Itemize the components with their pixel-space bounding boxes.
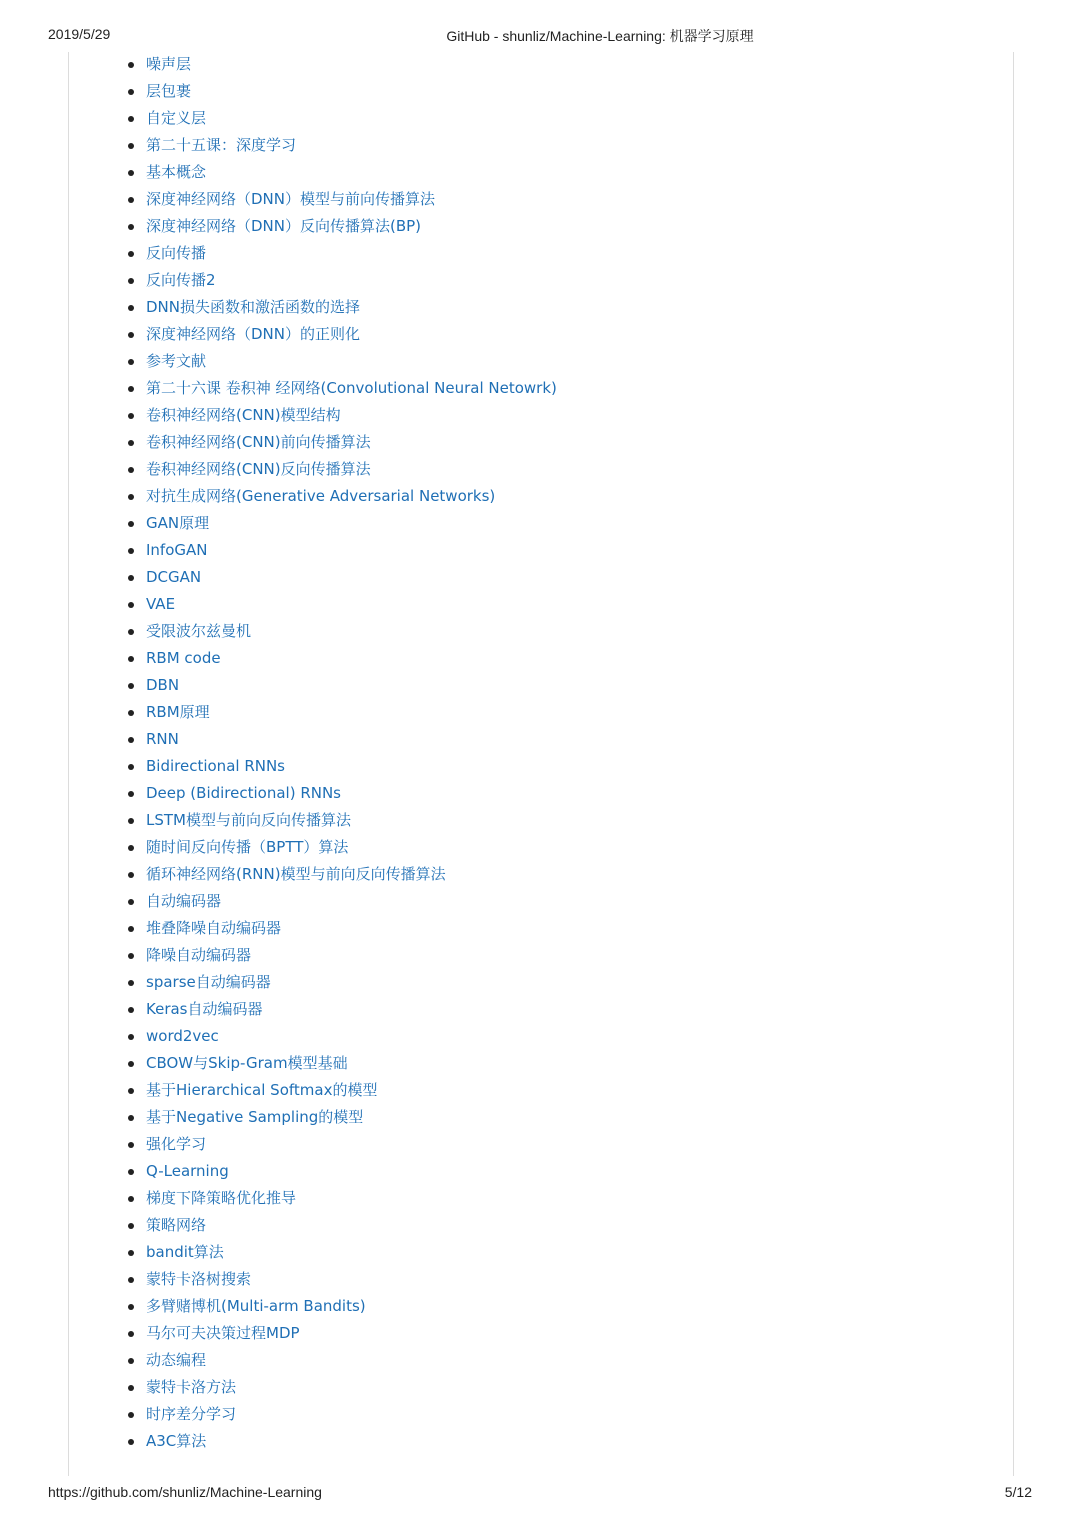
bullet-icon [128, 629, 134, 635]
toc-link[interactable]: 反向传播 [146, 244, 207, 262]
list-item [0, 1347, 557, 1374]
toc-link[interactable]: 多臂赌博机(Multi-arm Bandits) [146, 1297, 366, 1315]
bullet-icon [128, 683, 134, 689]
bullet-icon [128, 926, 134, 932]
list-item [0, 294, 557, 321]
bullet-icon [128, 1331, 134, 1337]
list-item [0, 915, 557, 942]
list-item [0, 240, 557, 267]
list-item [0, 213, 557, 240]
toc-link[interactable]: DCGAN [146, 568, 202, 586]
bullet-icon [128, 953, 134, 959]
bullet-icon [128, 62, 134, 68]
bullet-icon [128, 575, 134, 581]
list-item [0, 105, 557, 132]
list-item [0, 456, 557, 483]
bullet-icon [128, 197, 134, 203]
bullet-icon [128, 1277, 134, 1283]
list-item [0, 807, 557, 834]
toc-link[interactable]: Keras自动编码器 [146, 1000, 263, 1018]
list-item [0, 591, 557, 618]
bullet-icon [128, 89, 134, 95]
bullet-icon [128, 305, 134, 311]
list-item [0, 1293, 557, 1320]
print-page-number: 5/12 [1004, 1484, 1032, 1500]
bullet-icon [128, 818, 134, 824]
toc-link[interactable]: 自动编码器 [146, 892, 222, 910]
toc-link[interactable]: 时序差分学习 [146, 1405, 237, 1423]
bullet-icon [128, 737, 134, 743]
bullet-icon [128, 413, 134, 419]
list-item [0, 1104, 557, 1131]
list-item [0, 1401, 557, 1428]
toc-link[interactable]: VAE [146, 595, 176, 613]
bullet-icon [128, 170, 134, 176]
toc-link[interactable]: 参考文献 [146, 352, 207, 370]
bullet-icon [128, 656, 134, 662]
toc-link[interactable]: A3C算法 [146, 1432, 207, 1450]
content-border-right [1013, 52, 1014, 1476]
toc-link[interactable]: 基本概念 [146, 163, 207, 181]
bullet-icon [128, 1034, 134, 1040]
bullet-icon [128, 1007, 134, 1013]
list-item [0, 1320, 557, 1347]
list-item [0, 618, 557, 645]
list-item [0, 510, 557, 537]
list-item [0, 888, 557, 915]
toc-link[interactable]: 基于Hierarchical Softmax的模型 [146, 1081, 378, 1099]
toc-link[interactable]: 循环神经网络(RNN)模型与前向反向传播算法 [146, 865, 446, 883]
toc-link[interactable]: 噪声层 [146, 55, 192, 73]
toc-link[interactable]: 第二十五课：深度学习 [146, 136, 297, 154]
toc-link[interactable]: 第二十六课 卷积神 经网络(Convolutional Neural Netowrk) [146, 379, 557, 397]
list-item [0, 564, 557, 591]
toc-link[interactable]: 马尔可夫决策过程MDP [146, 1324, 300, 1342]
bullet-icon [128, 116, 134, 122]
toc-link[interactable]: DNN损失函数和激活函数的选择 [146, 298, 360, 316]
list-item [0, 483, 557, 510]
bullet-icon [128, 899, 134, 905]
bullet-icon [128, 332, 134, 338]
toc-link[interactable]: 自定义层 [146, 109, 207, 127]
table-of-contents-list [0, 51, 557, 1455]
list-item [0, 78, 557, 105]
bullet-icon [128, 278, 134, 284]
toc-link[interactable]: 卷积神经网络(CNN)前向传播算法 [146, 433, 371, 451]
bullet-icon [128, 224, 134, 230]
toc-link[interactable]: 卷积神经网络(CNN)模型结构 [146, 406, 341, 424]
toc-link[interactable]: RBM原理 [146, 703, 210, 721]
list-item [0, 402, 557, 429]
list-item [0, 753, 557, 780]
toc-link[interactable]: Bidirectional RNNs [146, 757, 285, 775]
list-item [0, 1239, 557, 1266]
bullet-icon [128, 1142, 134, 1148]
list-item [0, 969, 557, 996]
list-item [0, 1158, 557, 1185]
toc-link[interactable]: RNN [146, 730, 179, 748]
toc-link[interactable]: CBOW与Skip-Gram模型基础 [146, 1054, 348, 1072]
toc-link[interactable]: 降噪自动编码器 [146, 946, 252, 964]
list-item [0, 132, 557, 159]
list-item [0, 1266, 557, 1293]
list-item [0, 942, 557, 969]
list-item [0, 537, 557, 564]
toc-link[interactable]: 受限波尔兹曼机 [146, 622, 252, 640]
list-item [0, 159, 557, 186]
list-item [0, 726, 557, 753]
list-item [0, 375, 557, 402]
toc-link[interactable]: 蒙特卡洛树搜索 [146, 1270, 252, 1288]
toc-link[interactable]: InfoGAN [146, 541, 208, 559]
list-item [0, 699, 557, 726]
list-item [0, 645, 557, 672]
print-date: 2019/5/29 [48, 26, 111, 42]
bullet-icon [128, 1223, 134, 1229]
list-item [0, 996, 557, 1023]
list-item [0, 429, 557, 456]
list-item [0, 348, 557, 375]
list-item [0, 321, 557, 348]
toc-link[interactable]: word2vec [146, 1027, 219, 1045]
toc-link[interactable]: 对抗生成网络(Generative Adversarial Networks) [146, 487, 496, 505]
toc-link[interactable]: DBN [146, 676, 180, 694]
toc-link[interactable]: 堆叠降噪自动编码器 [146, 919, 282, 937]
list-item [0, 672, 557, 699]
list-item [0, 1185, 557, 1212]
list-item [0, 1050, 557, 1077]
bullet-icon [128, 386, 134, 392]
bullet-icon [128, 521, 134, 527]
toc-link[interactable]: bandit算法 [146, 1243, 224, 1261]
bullet-icon [128, 1115, 134, 1121]
bullet-icon [128, 440, 134, 446]
bullet-icon [128, 791, 134, 797]
list-item [0, 780, 557, 807]
toc-link[interactable]: GAN原理 [146, 514, 210, 532]
toc-link[interactable]: sparse自动编码器 [146, 973, 271, 991]
list-item [0, 186, 557, 213]
bullet-icon [128, 710, 134, 716]
toc-link[interactable]: 蒙特卡洛方法 [146, 1378, 237, 1396]
bullet-icon [128, 764, 134, 770]
toc-link[interactable]: LSTM模型与前向反向传播算法 [146, 811, 351, 829]
toc-link[interactable]: 深度神经网络（DNN）的正则化 [146, 325, 360, 343]
bullet-icon [128, 1358, 134, 1364]
bullet-icon [128, 1196, 134, 1202]
list-item [0, 834, 557, 861]
bullet-icon [128, 1304, 134, 1310]
list-item [0, 51, 557, 78]
list-item [0, 1374, 557, 1401]
bullet-icon [128, 143, 134, 149]
toc-link[interactable]: 深度神经网络（DNN）反向传播算法(BP) [146, 217, 422, 235]
toc-link[interactable]: 强化学习 [146, 1135, 207, 1153]
bullet-icon [128, 980, 134, 986]
toc-link[interactable]: Q-Learning [146, 1162, 229, 1180]
print-page-title: GitHub - shunliz/Machine-Learning: 机器学习原理 [446, 28, 754, 44]
print-url: https://github.com/shunliz/Machine-Learning [48, 1484, 322, 1500]
toc-link[interactable]: 反向传播2 [146, 271, 216, 289]
bullet-icon [128, 602, 134, 608]
bullet-icon [128, 467, 134, 473]
list-item [0, 1131, 557, 1158]
bullet-icon [128, 1385, 134, 1391]
list-item [0, 1077, 557, 1104]
toc-link[interactable]: 策略网络 [146, 1216, 207, 1234]
bullet-icon [128, 872, 134, 878]
bullet-icon [128, 1169, 134, 1175]
toc-link[interactable]: RBM code [146, 649, 221, 667]
bullet-icon [128, 1061, 134, 1067]
toc-link[interactable]: Deep (Bidirectional) RNNs [146, 784, 341, 802]
toc-link[interactable]: 基于Negative Sampling的模型 [146, 1108, 364, 1126]
list-item [0, 1023, 557, 1050]
bullet-icon [128, 1439, 134, 1445]
bullet-icon [128, 1412, 134, 1418]
bullet-icon [128, 251, 134, 257]
list-item [0, 267, 557, 294]
bullet-icon [128, 548, 134, 554]
bullet-icon [128, 359, 134, 365]
toc-link[interactable]: 卷积神经网络(CNN)反向传播算法 [146, 460, 371, 478]
bullet-icon [128, 1250, 134, 1256]
toc-link[interactable]: 动态编程 [146, 1351, 207, 1369]
list-item [0, 1428, 557, 1455]
bullet-icon [128, 494, 134, 500]
toc-link[interactable]: 随时间反向传播（BPTT）算法 [146, 838, 349, 856]
list-item [0, 1212, 557, 1239]
toc-link[interactable]: 层包裹 [146, 82, 192, 100]
list-item [0, 861, 557, 888]
toc-link[interactable]: 梯度下降策略优化推导 [146, 1189, 297, 1207]
bullet-icon [128, 845, 134, 851]
bullet-icon [128, 1088, 134, 1094]
toc-link[interactable]: 深度神经网络（DNN）模型与前向传播算法 [146, 190, 435, 208]
